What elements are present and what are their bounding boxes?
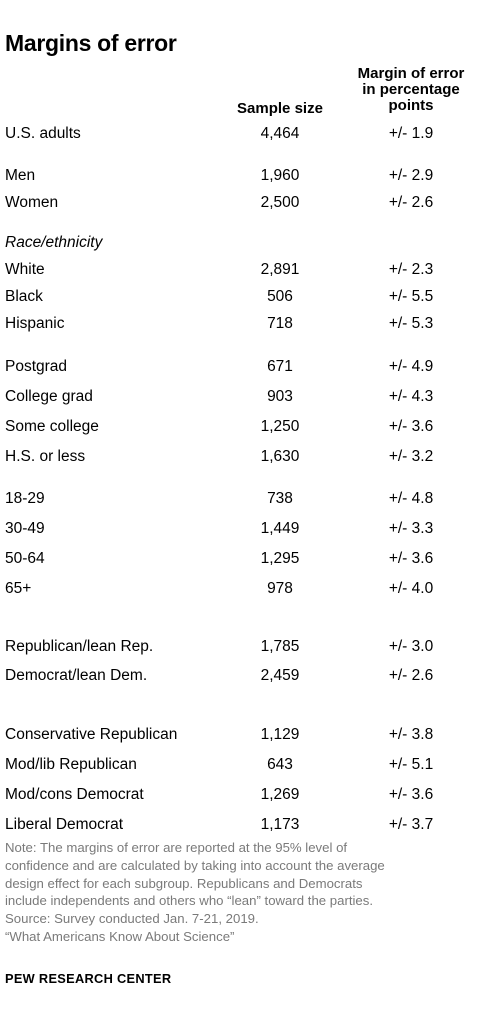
- note-line: Note: The margins of error are reported at the 95% level of: [5, 840, 348, 855]
- row-margin-of-error: +/- 2.6: [388, 667, 434, 684]
- table-row: [0, 287, 480, 307]
- row-label: 18-29: [5, 490, 45, 507]
- table-row: [0, 519, 480, 539]
- row-margin-of-error: +/- 3.6: [388, 550, 434, 567]
- row-margin-of-error: +/- 3.3: [388, 520, 434, 537]
- note-line: “What Americans Know About Science”: [5, 928, 235, 944]
- header-moe-line: points: [388, 97, 434, 114]
- row-label: Hispanic: [5, 315, 65, 332]
- row-margin-of-error: +/- 3.6: [388, 418, 434, 435]
- row-label: Black: [5, 288, 43, 305]
- row-margin-of-error: +/- 2.6: [388, 194, 434, 211]
- header-moe-line: Margin of error: [357, 65, 465, 82]
- table-row: [0, 417, 480, 437]
- table-row: [0, 447, 480, 467]
- row-sample-size: 1,250: [260, 418, 300, 435]
- row-label: Democrat/lean Dem.: [5, 667, 148, 684]
- row-sample-size: 1,449: [260, 520, 300, 537]
- row-sample-size: 2,459: [260, 667, 300, 684]
- row-sample-size: 718: [267, 315, 293, 332]
- row-label: White: [5, 261, 45, 278]
- row-sample-size: 2,500: [260, 194, 300, 211]
- row-margin-of-error: +/- 5.5: [388, 288, 434, 305]
- row-label: H.S. or less: [5, 448, 86, 465]
- row-label: Mod/lib Republican: [5, 756, 137, 773]
- row-sample-size: 1,173: [260, 816, 300, 833]
- row-label: College grad: [5, 388, 93, 405]
- header-moe-line: in percentage: [362, 81, 460, 98]
- note-line: Source: Survey conducted Jan. 7-21, 2019.: [5, 911, 259, 927]
- row-sample-size: 1,129: [260, 726, 300, 743]
- table-row: [0, 489, 480, 509]
- row-margin-of-error: +/- 4.8: [388, 490, 434, 507]
- row-label: U.S. adults: [5, 125, 81, 142]
- row-margin-of-error: +/- 2.3: [388, 261, 434, 278]
- note-line: design effect for each subgroup. Republicans and Democrats: [5, 875, 363, 891]
- table-row: [0, 357, 480, 377]
- table-row: [0, 314, 480, 334]
- row-label: Postgrad: [5, 358, 68, 375]
- row-label: 50-64: [5, 550, 45, 567]
- table-row: [0, 755, 480, 775]
- row-sample-size: 506: [267, 288, 293, 305]
- note-line: confidence and are calculated by taking into account the average: [5, 857, 385, 873]
- row-label: 30-49: [5, 520, 45, 537]
- row-sample-size: 1,630: [260, 448, 300, 465]
- row-sample-size: 1,295: [260, 550, 300, 567]
- row-margin-of-error: +/- 5.1: [388, 756, 434, 773]
- row-label: Conservative Republican: [5, 726, 178, 743]
- table-row: [0, 549, 480, 569]
- row-sample-size: 903: [267, 388, 293, 405]
- row-label: Some college: [5, 418, 99, 435]
- table-row: [0, 815, 480, 835]
- table-row: [0, 579, 480, 599]
- row-sample-size: 671: [267, 358, 293, 375]
- row-margin-of-error: +/- 3.6: [388, 786, 434, 803]
- row-label: Women: [5, 194, 59, 211]
- row-sample-size: 738: [267, 490, 293, 507]
- table-row: [0, 637, 480, 657]
- row-sample-size: 1,960: [260, 167, 300, 184]
- table-row: [0, 260, 480, 280]
- row-sample-size: 978: [267, 580, 293, 597]
- table-row: [0, 166, 480, 186]
- table-row: [0, 725, 480, 745]
- row-sample-size: 1,785: [260, 638, 300, 655]
- row-label: Liberal Democrat: [5, 816, 124, 833]
- source-note: [5, 839, 475, 946]
- row-label: Men: [5, 167, 36, 184]
- table-row: [0, 666, 480, 686]
- row-margin-of-error: +/- 4.0: [388, 580, 434, 597]
- page-title: Margins of error: [5, 30, 177, 56]
- table-row: [0, 124, 480, 144]
- table-row: [0, 193, 480, 213]
- row-margin-of-error: +/- 3.0: [388, 638, 434, 655]
- table-row: [0, 785, 480, 805]
- row-margin-of-error: +/- 1.9: [388, 125, 434, 142]
- row-margin-of-error: +/- 4.9: [388, 358, 434, 375]
- header-sample-size: Sample size: [237, 100, 323, 117]
- row-margin-of-error: +/- 5.3: [388, 315, 434, 332]
- row-sample-size: 4,464: [260, 125, 300, 142]
- row-sample-size: 2,891: [260, 261, 300, 278]
- row-margin-of-error: +/- 4.3: [388, 388, 434, 405]
- row-label: Mod/cons Democrat: [5, 786, 144, 803]
- row-label: Republican/lean Rep.: [5, 638, 154, 655]
- section-label: Race/ethnicity: [5, 234, 103, 251]
- row-margin-of-error: +/- 3.8: [388, 726, 434, 743]
- table-row: [0, 387, 480, 407]
- row-label: 65+: [5, 580, 32, 597]
- note-line: include independents and others who “lean” toward the parties.: [5, 893, 374, 909]
- row-sample-size: 643: [267, 756, 293, 773]
- row-sample-size: 1,269: [260, 786, 300, 803]
- row-margin-of-error: +/- 2.9: [388, 167, 434, 184]
- footer-logo-text: PEW RESEARCH CENTER: [5, 971, 172, 986]
- row-margin-of-error: +/- 3.2: [388, 448, 434, 465]
- row-margin-of-error: +/- 3.7: [388, 816, 434, 833]
- header-margin-of-error: [336, 66, 480, 114]
